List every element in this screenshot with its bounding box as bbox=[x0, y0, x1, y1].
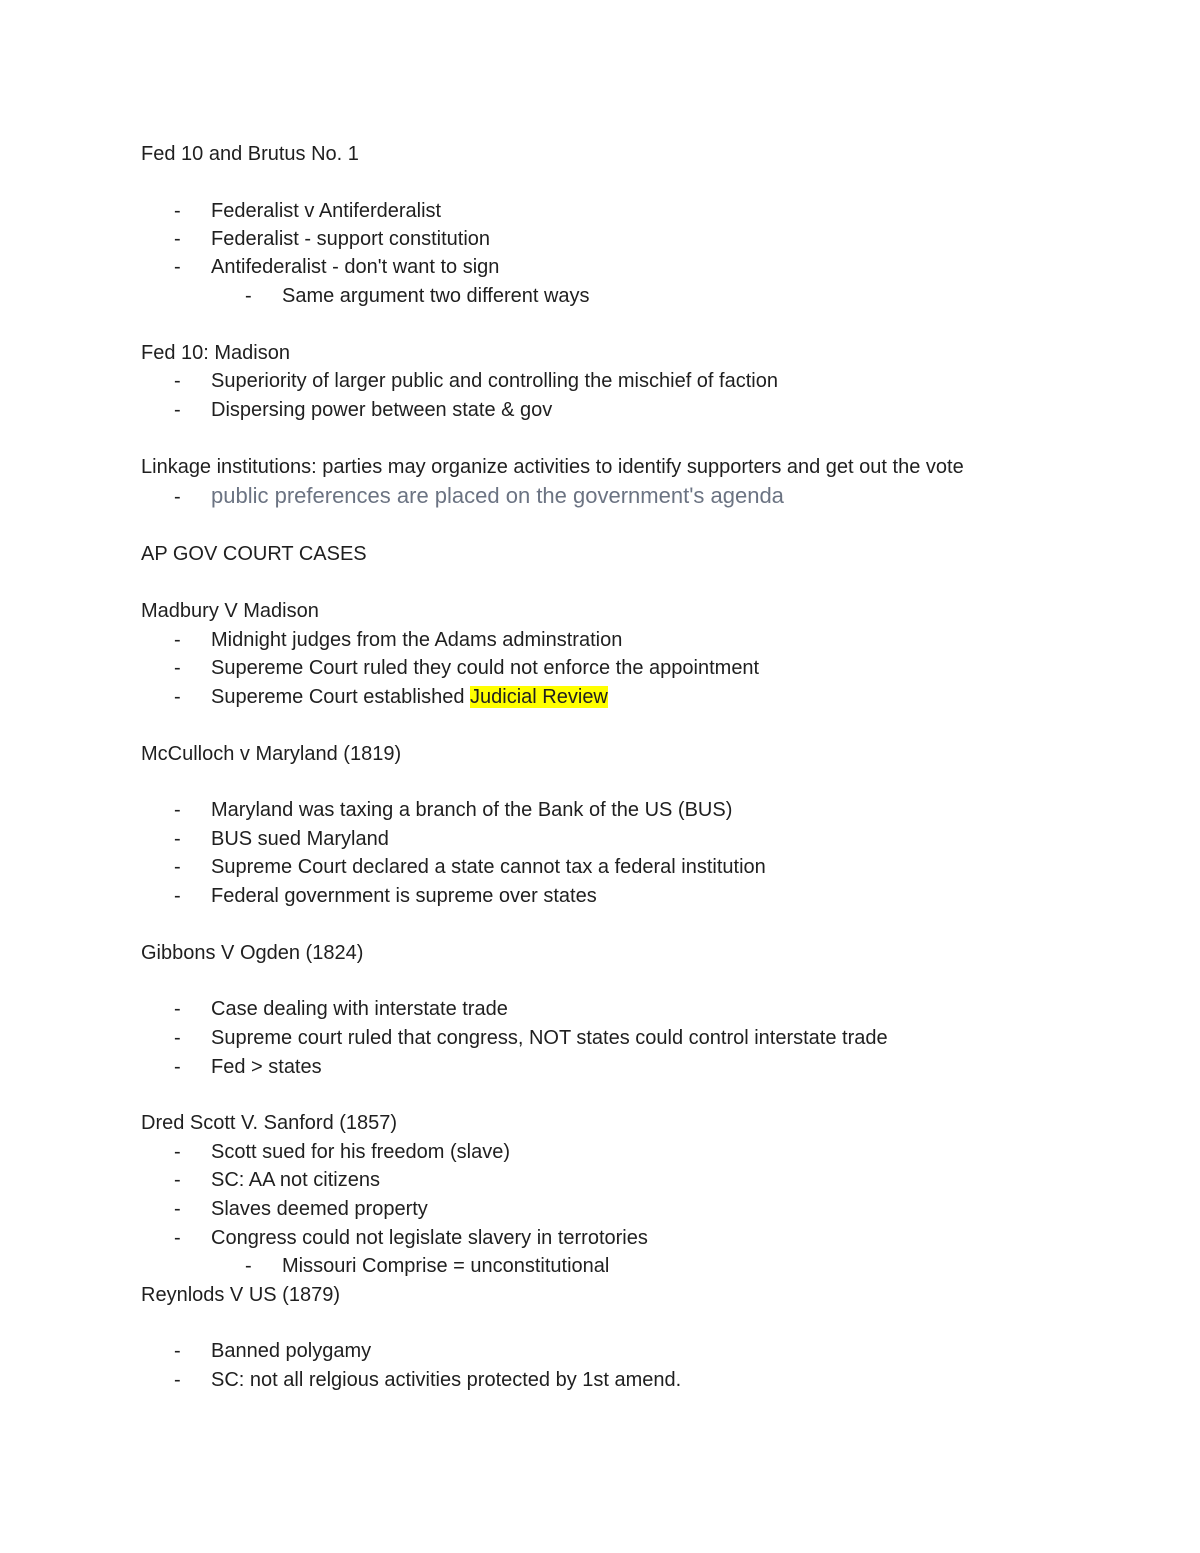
bullet-dash: - bbox=[174, 1198, 181, 1220]
list-item bbox=[174, 1338, 371, 1364]
list-item-text: SC: not all relgious activities protected by 1st amend. bbox=[211, 1369, 682, 1391]
list-item bbox=[174, 883, 597, 909]
list-item bbox=[174, 996, 508, 1022]
list-item bbox=[174, 655, 759, 681]
list-item-text: Same argument two different ways bbox=[282, 285, 590, 307]
bullet-dash: - bbox=[174, 885, 181, 907]
heading-ap-gov-court-cases: AP GOV COURT CASES bbox=[141, 543, 367, 565]
list-item bbox=[174, 1139, 510, 1165]
list-item bbox=[174, 1367, 681, 1393]
list-item bbox=[174, 198, 441, 224]
list-item bbox=[174, 1196, 428, 1222]
list-item-text: Antifederalist - don't want to sign bbox=[211, 256, 500, 278]
bullet-dash: - bbox=[174, 256, 181, 278]
bullet-dash: - bbox=[174, 370, 181, 392]
list-item-text: Fed > states bbox=[211, 1056, 322, 1078]
bullet-dash: - bbox=[174, 1227, 181, 1249]
heading-marbury: Madbury V Madison bbox=[141, 600, 319, 622]
list-item-text: Federalist v Antiferderalist bbox=[211, 200, 442, 222]
bullet-dash: - bbox=[174, 629, 181, 651]
list-item-text: Scott sued for his freedom (slave) bbox=[211, 1141, 511, 1163]
list-item bbox=[174, 1167, 380, 1193]
list-item-text: SC: AA not citizens bbox=[211, 1169, 380, 1191]
bullet-dash: - bbox=[174, 686, 181, 708]
list-item bbox=[174, 483, 784, 510]
list-item bbox=[174, 627, 622, 653]
list-item-text: Case dealing with interstate trade bbox=[211, 998, 508, 1020]
bullet-dash: - bbox=[174, 1027, 181, 1049]
bullet-dash: - bbox=[174, 228, 181, 250]
bullet-dash: - bbox=[174, 1141, 181, 1163]
bullet-dash: - bbox=[245, 285, 252, 307]
bullet-dash: - bbox=[174, 657, 181, 679]
list-item-text: Missouri Comprise = unconstitutional bbox=[282, 1255, 610, 1277]
list-item bbox=[174, 1225, 648, 1251]
list-item-text: Supreme court ruled that congress, NOT states could control interstate trade bbox=[211, 1027, 888, 1049]
list-item-text: Congress could not legislate slavery in terrotories bbox=[211, 1227, 648, 1249]
bullet-dash: - bbox=[174, 399, 181, 421]
bullet-dash: - bbox=[174, 1369, 181, 1391]
list-item bbox=[174, 397, 552, 423]
list-item-text: Midnight judges from the Adams adminstration bbox=[211, 629, 623, 651]
list-item bbox=[174, 854, 766, 880]
list-item bbox=[174, 1025, 888, 1051]
sub-list-item bbox=[245, 283, 590, 309]
bullet-dash: - bbox=[174, 200, 181, 222]
list-item bbox=[174, 226, 490, 252]
heading-fed10-madison: Fed 10: Madison bbox=[141, 342, 290, 364]
list-item-text: Federal government is supreme over states bbox=[211, 885, 597, 907]
bullet-dash: - bbox=[174, 856, 181, 878]
list-item bbox=[174, 684, 608, 710]
list-item-text: Maryland was taxing a branch of the Bank of the US (BUS) bbox=[211, 799, 733, 821]
heading-dred-scott: Dred Scott V. Sanford (1857) bbox=[141, 1112, 398, 1134]
list-item-text: Dispersing power between state & gov bbox=[211, 399, 553, 421]
list-item bbox=[174, 368, 778, 394]
bullet-dash: - bbox=[174, 486, 181, 508]
list-item-text: Slaves deemed property bbox=[211, 1198, 428, 1220]
sub-list-item bbox=[245, 1253, 609, 1279]
list-item bbox=[174, 254, 499, 280]
list-item bbox=[174, 797, 732, 823]
list-item-text: BUS sued Maryland bbox=[211, 828, 389, 850]
list-item-text: Banned polygamy bbox=[211, 1340, 372, 1362]
heading-gibbons: Gibbons V Ogden (1824) bbox=[141, 942, 364, 964]
list-item-text: Federalist - support constitution bbox=[211, 228, 491, 250]
heading-reynolds: Reynlods V US (1879) bbox=[141, 1284, 340, 1306]
bullet-dash: - bbox=[174, 998, 181, 1020]
list-item-text: Supereme Court established bbox=[211, 686, 471, 708]
bullet-dash: - bbox=[245, 1255, 252, 1277]
list-item-text: Supereme Court ruled they could not enforce the appointment bbox=[211, 657, 760, 679]
highlighted-term: Judicial Review bbox=[470, 686, 608, 708]
bullet-dash: - bbox=[174, 1340, 181, 1362]
list-item bbox=[174, 826, 389, 852]
bullet-dash: - bbox=[174, 1056, 181, 1078]
list-item-text: public preferences are placed on the government's agenda bbox=[211, 483, 784, 508]
bullet-dash: - bbox=[174, 799, 181, 821]
bullet-dash: - bbox=[174, 1169, 181, 1191]
heading-linkage: Linkage institutions: parties may organize activities to identify supporters and get out the vote bbox=[141, 456, 964, 478]
bullet-dash: - bbox=[174, 828, 181, 850]
list-item bbox=[174, 1054, 322, 1080]
list-item-text: Supreme Court declared a state cannot tax a federal institution bbox=[211, 856, 766, 878]
heading-fed10-brutus: Fed 10 and Brutus No. 1 bbox=[141, 143, 359, 165]
list-item-text: Superiority of larger public and controlling the mischief of faction bbox=[211, 370, 778, 392]
heading-mcculloch: McCulloch v Maryland (1819) bbox=[141, 743, 402, 765]
